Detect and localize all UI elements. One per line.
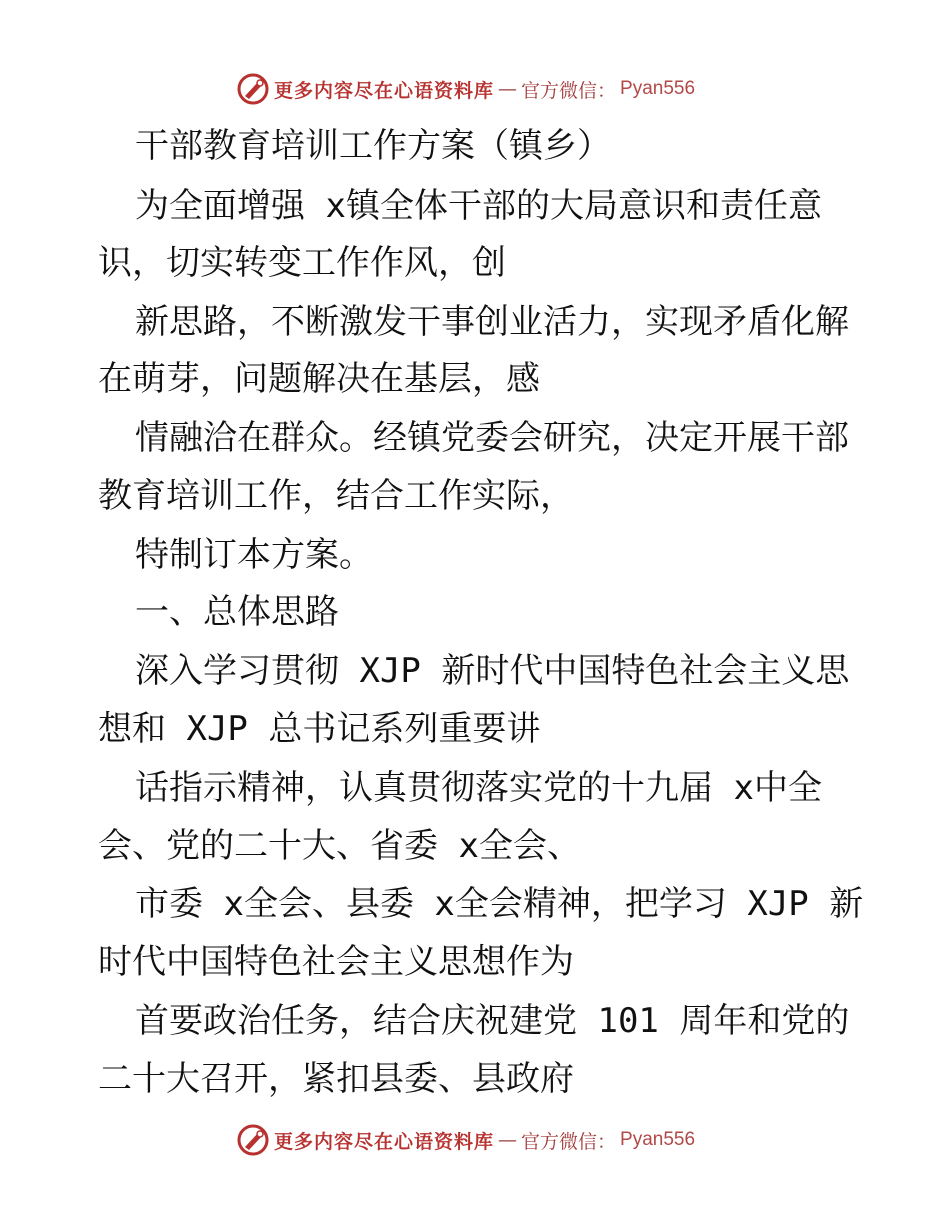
pen-logo-icon [236,1123,270,1157]
watermark-dash: — [498,78,518,100]
section-heading: 一、总体思路 [135,592,339,632]
paragraph-line: 在萌芽，问题解决在基层，感 [98,359,540,399]
paragraph-line: 首要政治任务，结合庆祝建党 101 周年和党的 [135,1001,850,1041]
paragraph-line: 想和 XJP 总书记系列重要讲 [98,709,541,749]
paragraph-line: 二十大召开，紧扣县委、县政府 [98,1059,574,1099]
paragraph-line: 新思路，不断激发干事创业活力，实现矛盾化解 [135,302,849,342]
watermark-official-label: 官方微信： [521,1130,617,1153]
watermark-account: Pyan556 [620,78,696,99]
paragraph-line: 市委 x全会、县委 x全会精神，把学习 XJP 新 [135,884,864,924]
paragraph-line: 为全面增强 x镇全体干部的大局意识和责任意 [135,186,822,226]
paragraph-line: 深入学习贯彻 XJP 新时代中国特色社会主义思 [135,651,850,691]
paragraph-line: 话指示精神，认真贯彻落实党的十九届 x中全 [135,768,822,808]
paragraph-line: 特制订本方案。 [135,535,373,575]
document-title: 干部教育培训工作方案（镇乡） [135,126,611,166]
watermark-text: 更多内容尽在心语资料库 [274,79,495,102]
watermark-dash: — [498,1129,518,1151]
watermark-text: 更多内容尽在心语资料库 [274,1130,495,1153]
paragraph-line: 教育培训工作，结合工作实际， [98,476,574,516]
paragraph-line: 时代中国特色社会主义思想作为 [98,942,574,982]
paragraph-line: 识，切实转变工作作风，创 [98,243,506,283]
footer-watermark [236,1123,695,1157]
watermark-official-label: 官方微信： [521,79,617,102]
paragraph-line: 情融洽在群众。经镇党委会研究，决定开展干部 [135,418,849,458]
paragraph-line: 会、党的二十大、省委 x全会、 [98,826,581,866]
watermark-account: Pyan556 [620,1129,696,1150]
